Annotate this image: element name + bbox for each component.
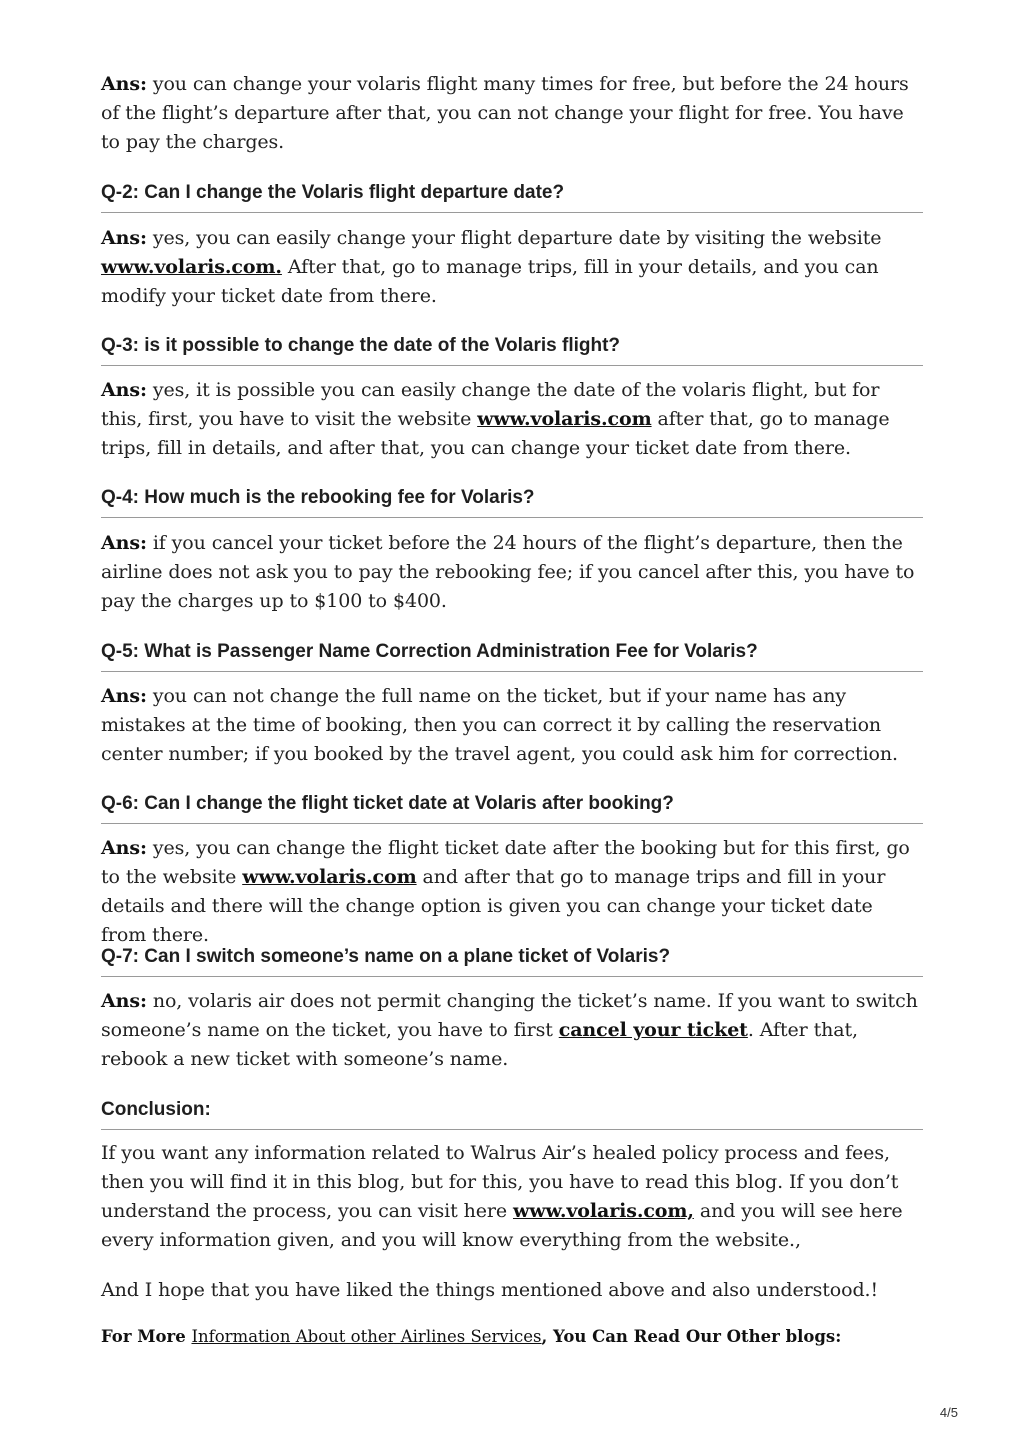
faq-question-5: Q-5: What is Passenger Name Correction Administration Fee for Volaris?	[101, 641, 923, 672]
volaris-link[interactable]: www.volaris.com,	[512, 1200, 694, 1222]
conclusion-heading: Conclusion:	[101, 1099, 923, 1130]
airlines-services-link[interactable]: Information About other Airlines Services	[191, 1327, 542, 1346]
faq-answer-2: Ans: yes, you can easily change your flight departure date by visiting the website www.volaris.com. After that, go to manage trips, fill in your details, and you can modify your ticket date from there.	[101, 227, 882, 307]
answer-label: Ans:	[101, 837, 147, 859]
faq-answer-7: Ans: no, volaris air does not permit changing the ticket’s name. If you want to switch someone’s name on the ticket, you have to first cancel your ticket. After that, rebook a new ticket with someone’s name.	[101, 990, 918, 1070]
faq-answer-3: Ans: yes, it is possible you can easily change the date of the volaris flight, but for this, first, you have to visit the website www.volaris.com after that, go to manage trips, fill in details, and after that, you can change your ticket date from there.	[101, 379, 890, 459]
faq-answer-6: Ans: yes, you can change the flight ticket date after the booking but for this first, go to the website www.volaris.com and after that go to manage trips and fill in your details and there will the change option is given you can change your ticket date from there.	[101, 837, 910, 946]
answer-label: Ans:	[101, 73, 147, 95]
faq-question-4: Q-4: How much is the rebooking fee for Volaris?	[101, 487, 923, 518]
volaris-link[interactable]: www.volaris.com.	[101, 256, 282, 278]
faq-answer-5: Ans: you can not change the full name on the ticket, but if your name has any mistakes at the time of booking, then you can correct it by calling the reservation center number; if you booked by the travel agent, you could ask him for correction.	[101, 685, 898, 765]
answer-text: you can change your volaris flight many times for free, but before the 24 hours of the flight’s departure after that, you can not change your flight for free. You have to pay the charges.	[101, 73, 909, 153]
faq-answer-4: Ans: if you cancel your ticket before the 24 hours of the flight’s departure, then the airline does not ask you to pay the rebooking fee; if you cancel after this, you have to pay the charges up to $100 to $400.	[101, 532, 915, 612]
answer-label: Ans:	[101, 990, 147, 1012]
cancel-ticket-link[interactable]: cancel your ticket	[558, 1019, 748, 1041]
answer-label: Ans:	[101, 379, 147, 401]
answer-label: Ans:	[101, 532, 147, 554]
answer-label: Ans:	[101, 227, 147, 249]
footer-note: For More Information About other Airlines Services, You Can Read Our Other blogs:	[101, 1327, 842, 1346]
faq-question-7: Q-7: Can I switch someone’s name on a plane ticket of Volaris?	[101, 946, 923, 977]
page-number: 4/5	[939, 1405, 958, 1420]
faq-question-6: Q-6: Can I change the flight ticket date at Volaris after booking?	[101, 793, 923, 824]
volaris-link[interactable]: www.volaris.com	[242, 866, 417, 888]
faq-question-2: Q-2: Can I change the Volaris flight departure date?	[101, 182, 923, 213]
closing-text: And I hope that you have liked the things mentioned above and also understood.!	[101, 1279, 878, 1301]
volaris-link[interactable]: www.volaris.com	[477, 408, 652, 430]
answer-label: Ans:	[101, 685, 147, 707]
faq-question-3: Q-3: is it possible to change the date of the Volaris flight?	[101, 335, 923, 366]
conclusion-text: If you want any information related to Walrus Air’s healed policy process and fees, then you will find it in this blog, but for this, you have to read this blog. If you don’t understand the process, you can visit here www.volaris.com, and you will see here every information given, and you will know everything from the website.,	[101, 1142, 903, 1251]
intro-answer	[101, 70, 923, 157]
